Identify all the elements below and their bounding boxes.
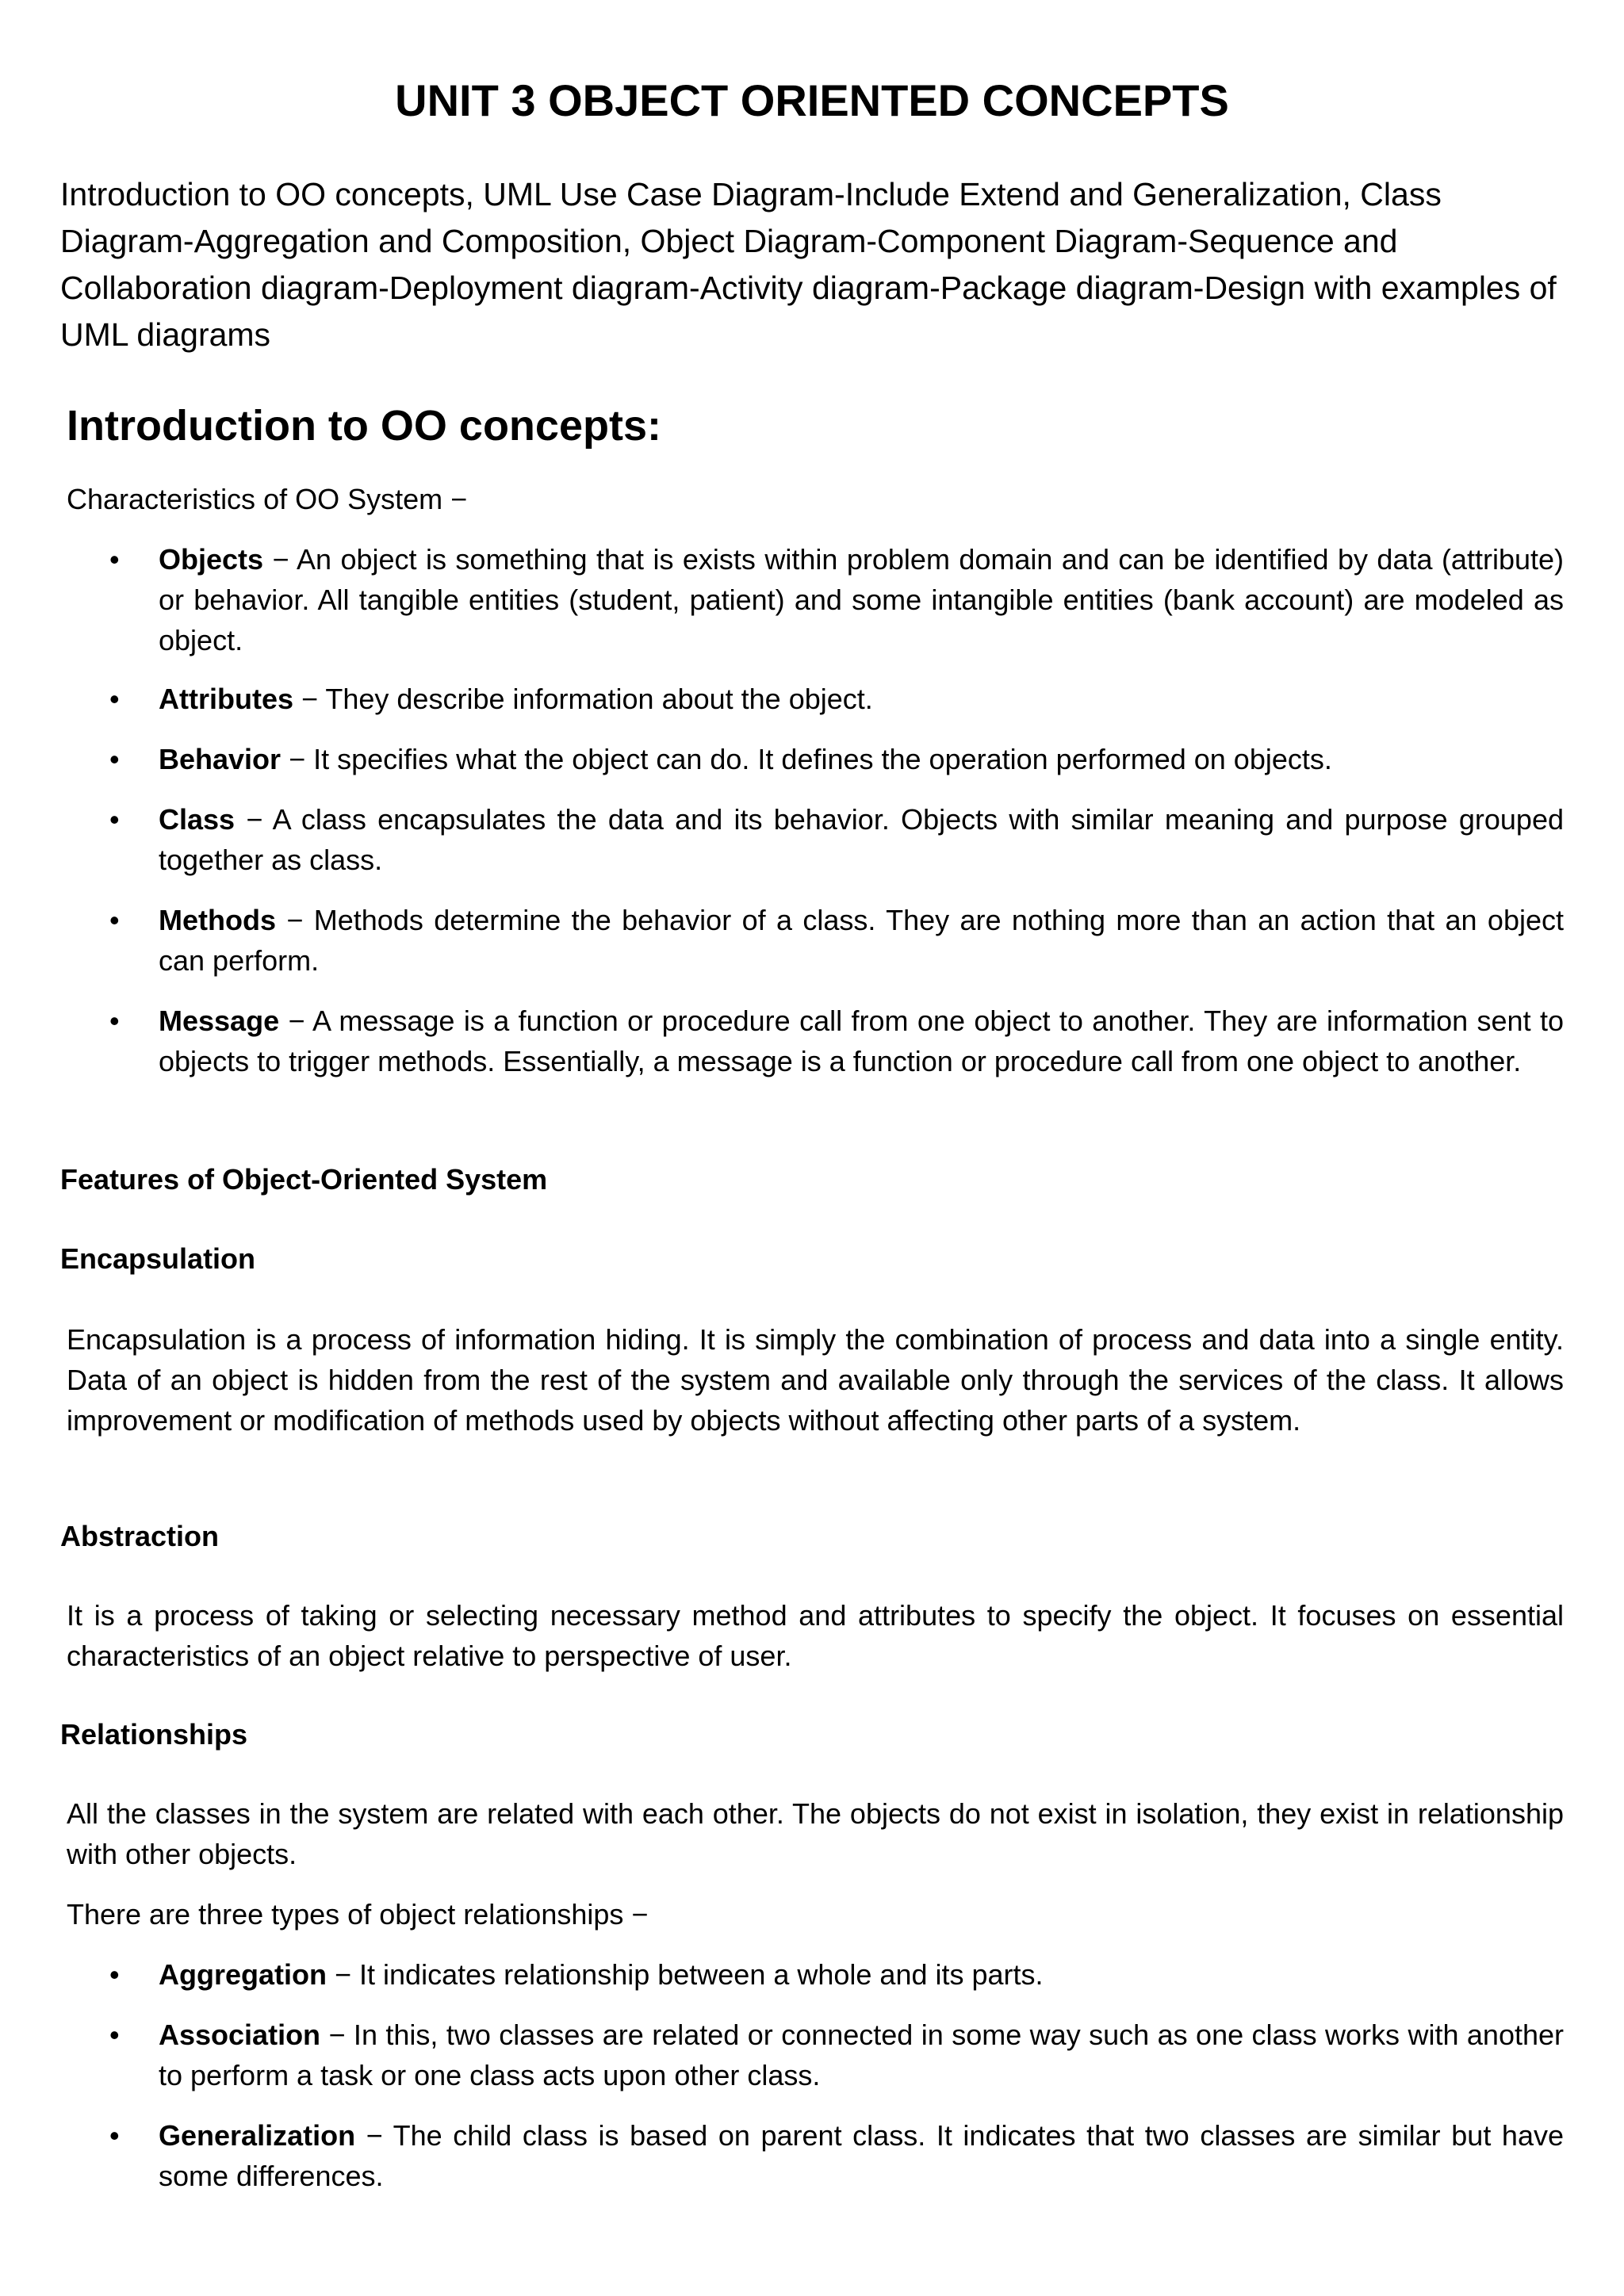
- bullet-glyph: •: [109, 2019, 120, 2051]
- bullet-glyph: •: [109, 1958, 120, 1991]
- encapsulation-paragraph: Encapsulation is a process of information hiding. It is simply the combination of process and data into a single entity. Data of an object is hidden from the rest of the system and available only through the services of the class. It allows improvement or modification of methods used by objects without affecting other parts of a system.: [67, 1323, 1564, 1437]
- bullet-term: Methods: [159, 904, 276, 936]
- bullet-item-association: [159, 2015, 1564, 2095]
- bullet-desc: − An object is something that is exists within problem domain and can be identified by data (attribute) or behavior. All tangible entities (student, patient) and some intangible entities (bank account) are modeled as object.: [159, 543, 1564, 656]
- bullet-desc: − The child class is based on parent class. It indicates that two classes are similar but have some differences.: [159, 2119, 1564, 2192]
- bullet-glyph: •: [109, 2119, 120, 2152]
- abstraction-heading: Abstraction: [60, 1520, 220, 1552]
- bullet-glyph: •: [109, 1004, 120, 1037]
- bullet-item-class: [159, 799, 1564, 880]
- bullet-glyph: •: [109, 743, 120, 775]
- characteristics-intro: Characteristics of OO System −: [67, 483, 468, 515]
- bullet-desc: − In this, two classes are related or connected in some way such as one class works with another to perform a task or one class acts upon other class.: [159, 2019, 1564, 2091]
- bullet-term: Aggregation: [159, 1958, 327, 1991]
- bullet-desc: − A class encapsulates the data and its behavior. Objects with similar meaning and purpose grouped together as class.: [159, 803, 1564, 876]
- abstraction-paragraph: It is a process of taking or selecting necessary method and attributes to specify the object. It focuses on essential characteristics of an object relative to perspective of user.: [67, 1599, 1564, 1672]
- bullet-glyph: •: [109, 683, 120, 715]
- unit-title: UNIT 3 OBJECT ORIENTED CONCEPTS: [395, 75, 1229, 125]
- bullet-term: Generalization: [159, 2119, 356, 2152]
- bullet-item-message: [159, 1001, 1564, 1081]
- bullet-glyph: •: [109, 904, 120, 936]
- bullet-term: Attributes: [159, 683, 293, 715]
- bullet-desc: − Methods determine the behavior of a class. They are nothing more than an action that an object can perform.: [159, 904, 1564, 977]
- bullet-desc: − It specifies what the object can do. It defines the operation performed on objects.: [281, 743, 1332, 775]
- bullet-term: Objects: [159, 543, 264, 576]
- syllabus-paragraph: Introduction to OO concepts, UML Use Case Diagram-Include Extend and Generalization, Class Diagram-Aggregation and Composition, Object Diagram-Component Diagram-Sequence and Collaboration diagram-Deployment diagram-Activity diagram-Package diagram-Design with examples of UML diagrams: [60, 176, 1557, 353]
- bullet-desc: − They describe information about the object.: [293, 683, 873, 715]
- bullet-item-aggregation: [159, 1954, 1564, 1995]
- bullet-item-behavior: [159, 739, 1564, 779]
- relationships-heading: Relationships: [60, 1718, 248, 1751]
- features-heading: Features of Object-Oriented System: [60, 1163, 548, 1196]
- encapsulation-heading: Encapsulation: [60, 1242, 256, 1275]
- bullet-item-generalization: [159, 2115, 1564, 2196]
- bullet-item-attributes: [159, 679, 1564, 719]
- section-heading: Introduction to OO concepts:: [67, 402, 661, 450]
- bullet-glyph: •: [109, 803, 120, 836]
- bullet-item-objects: [159, 539, 1564, 660]
- bullet-item-methods: [159, 900, 1564, 981]
- bullet-term: Behavior: [159, 743, 282, 775]
- bullet-term: Association: [159, 2019, 321, 2051]
- bullet-term: Message: [159, 1004, 280, 1037]
- relationships-intro: There are three types of object relationships −: [67, 1898, 649, 1931]
- bullet-desc: − It indicates relationship between a whole and its parts.: [327, 1958, 1044, 1991]
- bullet-glyph: •: [109, 543, 120, 576]
- bullet-term: Class: [159, 803, 236, 836]
- bullet-desc: − A message is a function or procedure call from one object to another. They are information sent to objects to trigger methods. Essentially, a message is a function or procedure call from one object to another.: [159, 1004, 1564, 1077]
- relationships-paragraph: All the classes in the system are related with each other. The objects do not exist in isolation, they exist in relationship with other objects.: [67, 1797, 1564, 1870]
